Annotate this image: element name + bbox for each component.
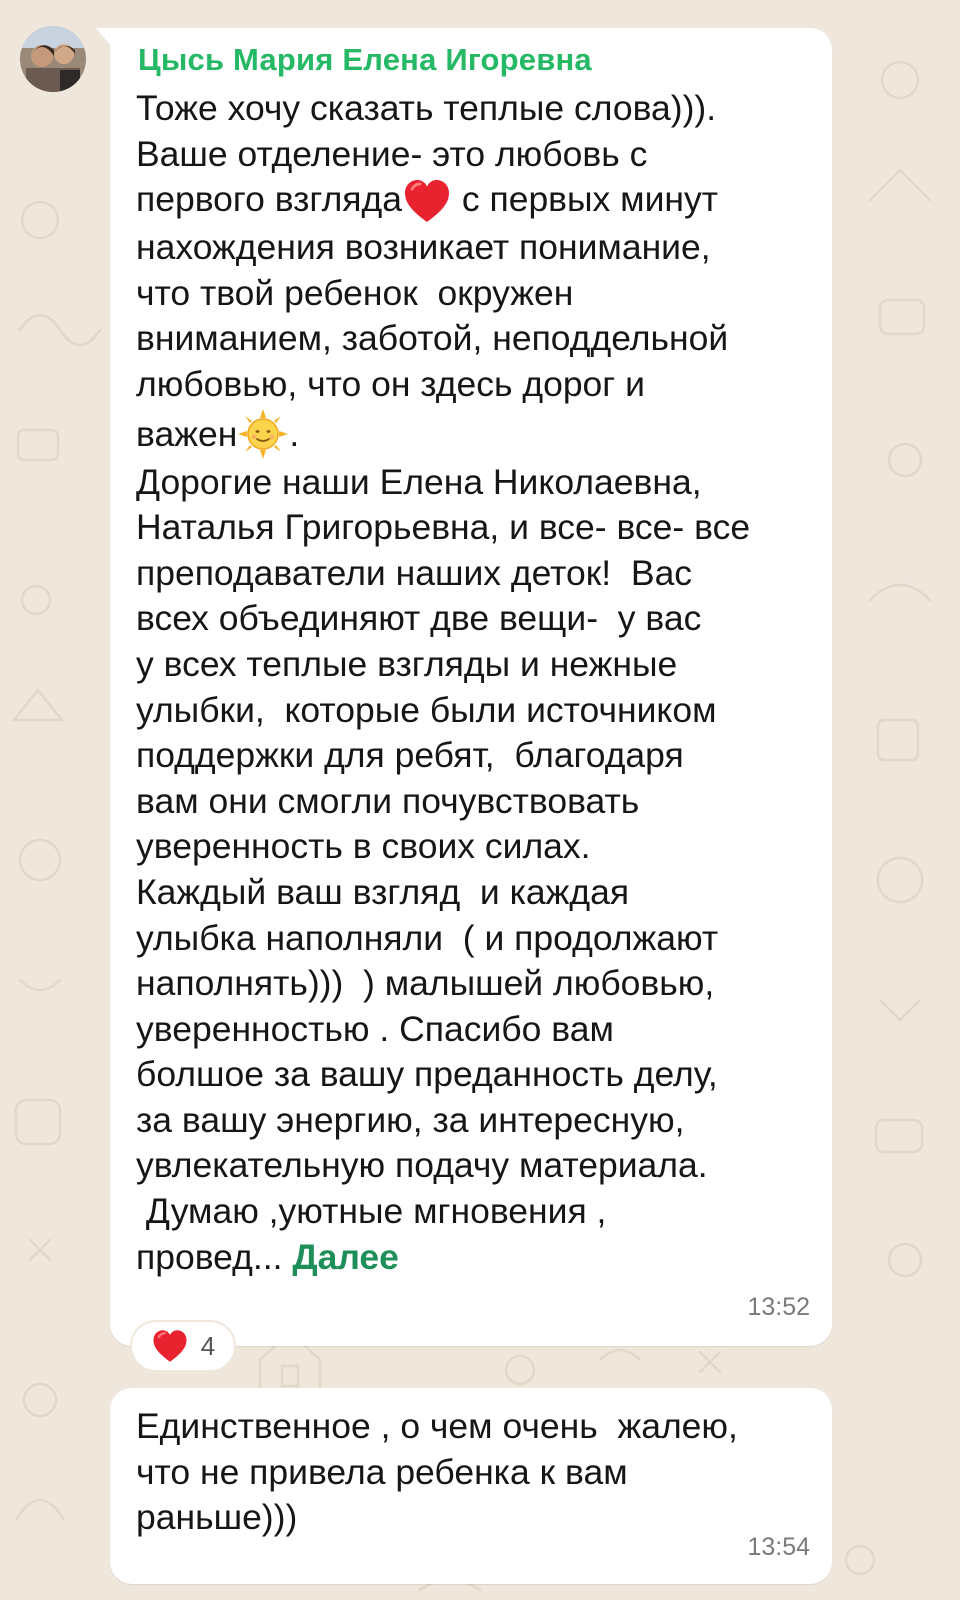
- red-heart-icon: [151, 1328, 189, 1364]
- text-line: первого взгляда: [136, 179, 402, 220]
- sender-name[interactable]: Цысь Мария Елена Игоревна: [138, 42, 592, 77]
- text-line: вниманием, заботой, неподдельной: [136, 318, 729, 359]
- text-line: важен: [136, 413, 238, 454]
- message-bubble[interactable]: [110, 28, 832, 1346]
- text-line: с первых минут: [452, 179, 719, 220]
- sun-with-face-icon: [237, 408, 289, 460]
- message-time: 13:54: [747, 1533, 810, 1561]
- sender-avatar[interactable]: [20, 26, 86, 92]
- text-line: что твой ребенок окружен: [136, 272, 574, 313]
- reaction-pill[interactable]: [130, 1320, 236, 1372]
- paragraph: Дорогие наши Елена Николаевна, Наталья Григорьевна, и все- все- все преподаватели наших деток! Вас всех объединяют две вещи- у вас у всех теплые взгляды и нежные улыбки, которые были источником поддержки для ребят, благодаря вам они смогли почувствовать уверенность в своих силах. Каждый ваш взгляд и каждая улыбка наполняли ( и продолжают наполнять))) ) малышей любовью, уверенностью . Спасибо вам болшое за вашу преданность делу, за вашу энергию, за интересную, увлекательную подачу материала. Думаю ,уютные мгновения ,: [136, 461, 751, 1232]
- message-time: 13:52: [747, 1293, 810, 1321]
- text-line: провед...: [136, 1236, 283, 1277]
- message-bubble[interactable]: [110, 1388, 832, 1584]
- text-line: .: [289, 413, 300, 454]
- red-heart-icon: [402, 177, 452, 225]
- text-line: любовью, что он здесь дорог и: [136, 363, 645, 404]
- text-line: Тоже хочу сказать теплые слова))).: [136, 88, 717, 128]
- text-line: нахождения возникает понимание,: [136, 227, 711, 268]
- reaction-count: 4: [200, 1330, 216, 1361]
- text-line: Ваше отделение- это любовь с: [136, 133, 648, 174]
- message-text: [136, 86, 816, 1280]
- read-more-link[interactable]: Далее: [292, 1236, 399, 1277]
- message-text: Единственное , о чем очень жалею, что не привела ребенка к вам раньше))): [136, 1406, 738, 1538]
